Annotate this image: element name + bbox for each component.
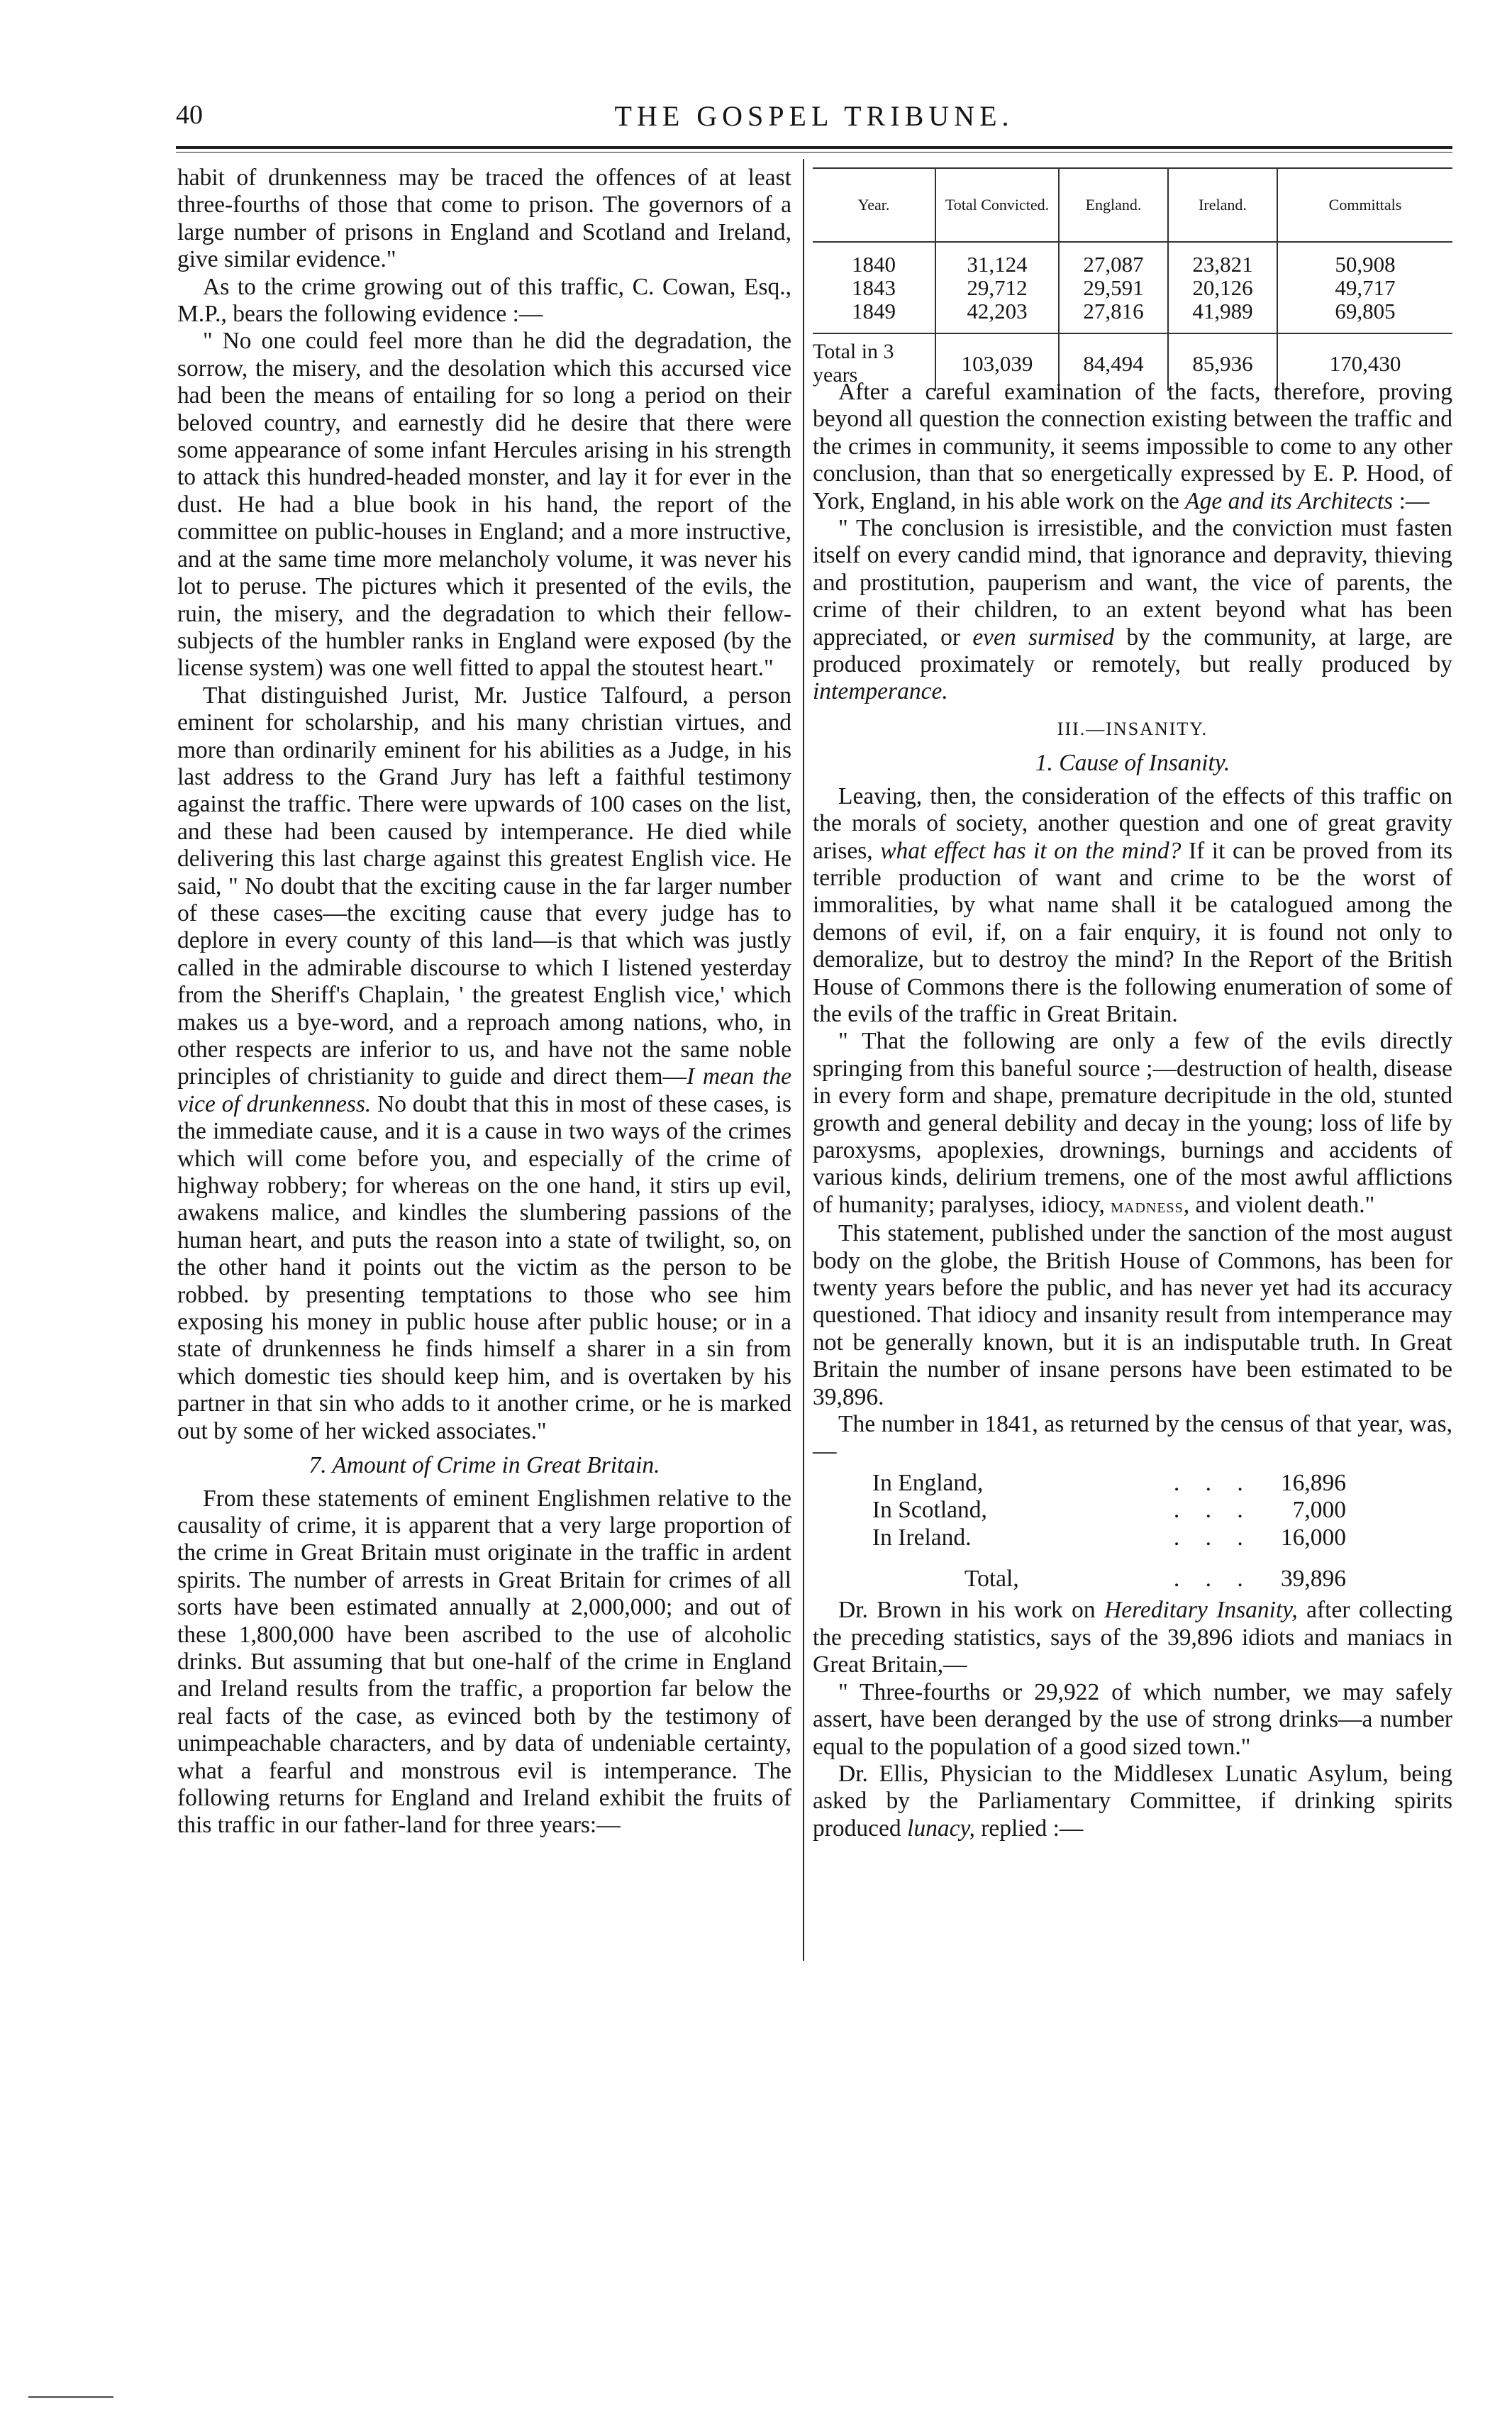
- cell-committals: 69,805: [1277, 299, 1452, 333]
- cell-total: 29,712: [935, 276, 1059, 299]
- column-divider: [803, 159, 804, 1961]
- commons-quote-text: " That the following are only a few of the evils directly springing from this baneful source ;—destruction of health, disease in every form and shape, premature decripitude in the old, stunted growth and general debility and decay in the young; loss of life by paroxysms, apoplexies, drownings, burnings and accidents of various kinds, delirium tremens, one of the most awful afflictions of humanity; paralyses, idiocy,: [813, 1028, 1452, 1218]
- brown-emphasis: Hereditary Insanity,: [1104, 1597, 1298, 1624]
- table-row: [813, 276, 1452, 299]
- census-value: 7,000: [1292, 1497, 1346, 1524]
- census-total-value: 39,896: [1280, 1566, 1346, 1593]
- cell-year: 1840: [852, 252, 896, 277]
- census-place: In Ireland.: [872, 1524, 972, 1551]
- header-rule-thin: [176, 152, 1452, 153]
- right-paragraph-census-intro: The number in 1841, as returned by the census of that year, was,—: [813, 1411, 1452, 1465]
- brown-text: Dr. Brown in his work on: [838, 1597, 1105, 1624]
- cell-ireland: 20,126: [1168, 276, 1277, 299]
- page-number: 40: [176, 100, 203, 130]
- right-p3-emphasis: what effect has it on the mind?: [880, 837, 1182, 864]
- right-paragraph-ellis: [813, 1761, 1452, 1842]
- talfourd-text: That distinguished Jurist, Mr. Justice Talfourd, a person eminent for scholarship, and his many christian virtues, and more than ordinarily eminent for his abilities as a Judge, in his last address to the Grand Jury has left a faithful testimony against the traffic. There were upwards of 100 cases on the list, and these had been caused by intemperance. He died while delivering this last charge against this greatest English vice. He said, " No doubt that the exciting cause in the far larger number of these cases—the exciting cause that every judge has to deplore in every county of this land—is that which was justly called in the admirable discourse to which I listened yesterday from the Sheriff's Chaplain, ' the greatest English vice,' which makes us a bye-word, and a reproach among nations, who, in other respects are inferior to us, and have not the same noble principles of christianity to guide and direct them—: [177, 682, 791, 1090]
- talfourd-text-rest: No doubt that this in most of these cases, is the immediate cause, and it is a cause in two ways of the crimes which will come before you, and especially of the crime of highway robbery; for whereas on the one hand, it stirs up evil, awakens malice, and kindles the slumbering passions of the human heart, and puts the reason into a state of twilight, so, on the other hand it points out the victim as the person to be robbed. by presenting temptations to those who see him exposing his money in public house after public house; or in a state of drunkenness he finds himself a sharer in a sin from which domestic ties should keep him, and is overtaken by his partner in that sin who adds to it another crime, or he is marked out by some of her wicked associates.": [177, 1090, 791, 1444]
- cell-total-england: 84,494: [1059, 333, 1168, 391]
- ellis-emphasis: lunacy,: [907, 1815, 975, 1842]
- cell-committals: 50,908: [1277, 242, 1452, 276]
- left-paragraph-2: As to the crime growing out of this traffic, C. Cowan, Esq., M.P., bears the following evidence :—: [177, 273, 791, 328]
- cell-ireland: 23,821: [1168, 242, 1277, 276]
- census-row: [813, 1497, 1452, 1524]
- right-p1-end: :—: [1393, 487, 1430, 514]
- right-p3-text: Leaving, then, the consideration of the effects of this traffic on the morals of society, another question and one of great gravity arises,: [813, 782, 1452, 864]
- census-dots: . . .: [1173, 1497, 1253, 1524]
- col-header-year: Year.: [813, 168, 935, 242]
- col-header-total-convicted: Total Convicted.: [935, 168, 1059, 242]
- census-table: [813, 1470, 1452, 1593]
- hood-emphasis-1: even surmised: [972, 624, 1114, 651]
- census-place: In England,: [872, 1469, 984, 1496]
- census-total-row: [813, 1551, 1452, 1593]
- cell-total: 31,124: [935, 242, 1059, 276]
- census-dots: . . .: [1173, 1524, 1253, 1551]
- page-header: [176, 99, 1452, 142]
- right-paragraph-statement: This statement, published under the sanction of the most august body on the globe, the British House of Commons, has been for twenty years before the public, and has never yet had its accuracy questioned. That idiocy and insanity result from intemperance may not be generally known, but it is an indisputable truth. In Great Britain the number of insane persons have been estimated to be 39,896.: [813, 1220, 1452, 1410]
- census-row: [813, 1524, 1452, 1551]
- commons-quote-end: , and violent death.": [1183, 1191, 1375, 1218]
- hood-quote: [813, 515, 1452, 706]
- right-p3-rest: If it can be proved from its terrible production of want and crime to be the worst of immoralities, by what name shall it be catalogued among the demons of evil, if, on a fair enquiry, it is found not only to demoralize, but to destroy the mind? In the Report of the British House of Commons there is the following enumeration of some of the evils of the traffic in Great Britain.: [813, 837, 1453, 1027]
- table-row: [813, 242, 1452, 276]
- census-row: [813, 1470, 1452, 1497]
- cell-total-label: Total in 3 years: [813, 333, 935, 391]
- hood-quote-text: " The conclusion is irresistible, and the conviction must fasten itself on every candid mind, that ignorance and depravity, thieving and prostitution, pauperism and want, the vice of parents, the crime of their children, to an extent beyond what has been appreciated, or: [813, 515, 1452, 651]
- census-value: 16,000: [1280, 1524, 1346, 1551]
- section-heading-crime: 7. Amount of Crime in Great Britain.: [308, 1452, 660, 1479]
- brown-text-rest: after collecting the preceding statistics, says of the 39,896 idiots and maniacs in Great Britain,—: [813, 1597, 1452, 1678]
- cell-year: 1843: [852, 275, 896, 300]
- talfourd-emphasis: I mean the vice of drunkenness.: [177, 1063, 791, 1117]
- commons-quote: [813, 1028, 1452, 1220]
- header-rule-thick: [176, 146, 1452, 149]
- col-header-ireland: Ireland.: [1168, 168, 1277, 242]
- ellis-text-rest: replied :—: [974, 1815, 1084, 1842]
- hood-quote-mid: by the community, at large, are produced proximately or remotely, but really produced by: [813, 624, 1452, 678]
- cell-ireland: 41,989: [1168, 299, 1277, 333]
- cowan-quote: " No one could feel more than he did the degradation, the sorrow, the misery, and the desolation which this accursed vice had been the means of entailing for so long a period on their beloved country, and earnestly did he desire that there were some appearance of some infant Hercules arising in his strength to attack this hundred-headed monster, and lay it for ever in the dust. He had a blue book in his hand, the report of the committee on public-houses in England; and a more instructive, and at the same time more melancholy volume, it was never his lot to peruse. The pictures which it presented of the evils, the ruin, the misery, and the degradation to which their fellow-subjects of the humbler ranks in England were exposed (by the license system) was one well fitted to appal the stoutest heart.": [177, 328, 791, 682]
- section-label-insanity: III.—INSANITY.: [1057, 718, 1208, 739]
- section-heading-insanity: 1. Cause of Insanity.: [1035, 750, 1230, 777]
- cell-total-committals: 170,430: [1277, 333, 1452, 391]
- census-total-label: Total,: [965, 1566, 1019, 1593]
- talfourd-paragraph: [177, 682, 791, 1445]
- crime-returns-table: [813, 167, 1452, 391]
- cell-total: 42,203: [935, 299, 1059, 333]
- right-p1-emphasis: Age and its Architects: [1185, 487, 1394, 514]
- right-column: [813, 370, 1452, 1842]
- left-paragraph-1: habit of drunkenness may be traced the offences of at least three-fourths of those that come to prison. The governors of a large number of prisons in England and Scotland and Ireland, give similar evidence.": [177, 165, 791, 273]
- right-p1-text: After a careful examination of the facts, therefore, proving beyond all question the connection existing between the traffic and the crimes in community, it seems impossible to come to any other conclusion, than that so energetically expressed by E. P. Hood, of York, England, in his able work on the: [813, 379, 1452, 514]
- cell-year: 1849: [852, 299, 896, 323]
- census-value: 16,896: [1280, 1469, 1346, 1496]
- cell-committals: 49,717: [1277, 276, 1452, 299]
- right-paragraph-1: [813, 379, 1452, 515]
- left-paragraph-crime: From these statements of eminent Englishmen relative to the causality of crime, it is apparent that a very large proportion of the crime in Great Britain must originate in the traffic in ardent spirits. The number of arrests in Great Britain for crimes of all sorts have been estimated annually at 2,000,000; and out of these 1,800,000 have been ascribed to the use of alcoholic drinks. But assuming that but one-half of the crime in England and Ireland results from the traffic, a proportion far below the real facts of the case, as evinced both by the testimony of unimpeachable characters, and by data of undeniable certainty, what a fearful and monstrous evil is intemperance. The following returns for England and Ireland exhibit the fruits of this traffic in our father-land for three years:—: [177, 1485, 791, 1839]
- right-paragraph-brown: [813, 1597, 1452, 1678]
- brown-quote: " Three-fourths or 29,922 of which number, we may safely assert, have been deranged by the use of strong drinks—a number equal to the population of a good sized town.": [813, 1678, 1452, 1760]
- col-header-committals: Committals: [1277, 168, 1452, 242]
- table-row: [813, 299, 1452, 333]
- footer-rule: [28, 2396, 113, 2398]
- census-total-dots: . . .: [1173, 1566, 1253, 1593]
- cell-total-convicted: 103,039: [935, 333, 1059, 391]
- commons-madness: madness: [1111, 1195, 1184, 1217]
- cell-england: 27,816: [1059, 299, 1168, 333]
- census-dots: . . .: [1173, 1469, 1253, 1496]
- col-header-england: England.: [1059, 168, 1168, 242]
- ellis-text: Dr. Ellis, Physician to the Middlesex Lunatic Asylum, being asked by the Parliamentary Committee, if drinking spirits produced: [813, 1760, 1452, 1842]
- cell-total-ireland: 85,936: [1168, 333, 1277, 391]
- census-place: In Scotland,: [872, 1497, 987, 1524]
- running-title: THE GOSPEL TRIBUNE.: [614, 100, 1014, 132]
- right-paragraph-mind: [813, 783, 1452, 1029]
- cell-england: 27,087: [1059, 242, 1168, 276]
- hood-emphasis-2: intemperance.: [813, 678, 948, 705]
- crime-table-header-row: [813, 168, 1452, 242]
- cell-england: 29,591: [1059, 276, 1168, 299]
- left-column: [177, 165, 791, 1839]
